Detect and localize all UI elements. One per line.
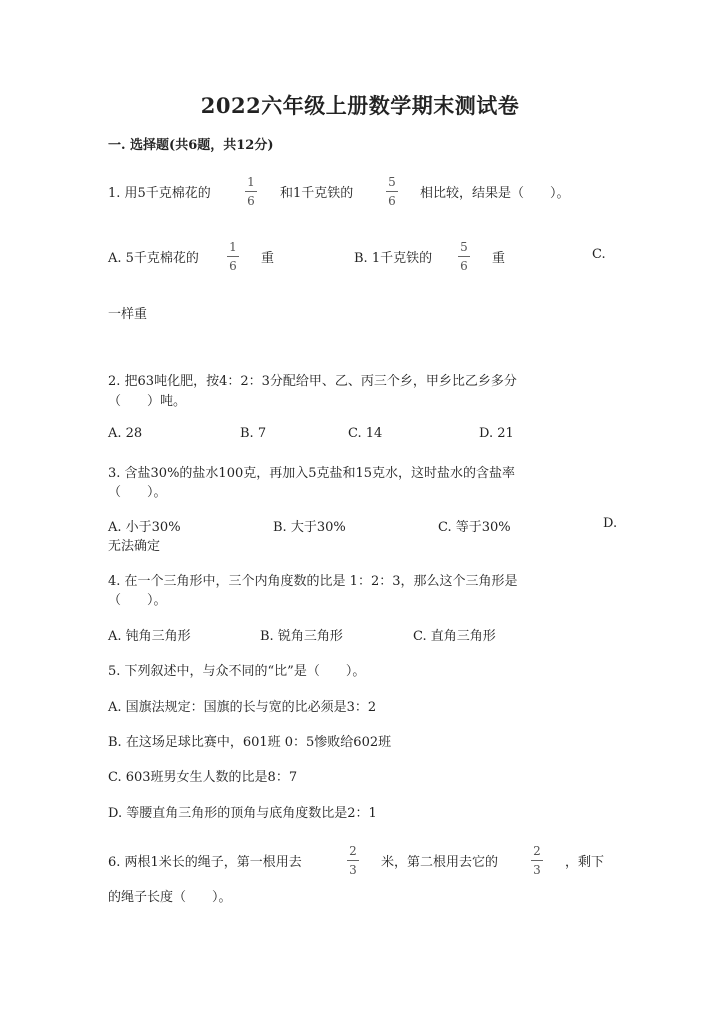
q4-stem-line2: （ ）。 (108, 593, 167, 608)
q4-option-b: B. 锐角三角形 (260, 629, 343, 644)
q6-fraction-1 (347, 844, 359, 877)
q2-option-c: C. 14 (348, 426, 383, 441)
q1-option-a-fraction (227, 240, 239, 273)
q2-option-a: A. 28 (108, 426, 143, 441)
page-title: 2022六年级上册数学期末测试卷 (200, 93, 520, 118)
fraction-numerator: 5 (388, 175, 396, 189)
q3-stem-line2: （ ）。 (108, 485, 167, 500)
q2-stem-line2: （ ）吨。 (108, 394, 187, 409)
fraction-numerator: 5 (460, 240, 468, 254)
q2-option-b: B. 7 (240, 426, 267, 441)
fraction-denominator: 6 (388, 194, 396, 208)
fraction-bar (531, 860, 543, 861)
q1-fraction-2 (386, 175, 398, 208)
q1-option-b: B. 1千克铁的 (354, 251, 433, 266)
q2-option-d: D. 21 (479, 426, 514, 441)
q5-option-d: D. 等腰直角三角形的顶角与底角度数比是2：1 (108, 806, 377, 821)
q1-option-c: C. (592, 247, 606, 262)
fraction-bar (227, 256, 239, 257)
q4-option-c: C. 直角三角形 (413, 629, 496, 644)
fraction-numerator: 2 (533, 844, 541, 858)
q1-stem-part2: 和1千克铁的 (280, 186, 354, 201)
fraction-denominator: 3 (533, 863, 541, 877)
q1-option-c-text: 一样重 (108, 307, 148, 322)
q3-stem-line1: 3. 含盐30%的盐水100克，再加入5克盐和15克水，这时盐水的含盐率 (108, 466, 516, 481)
fraction-bar (347, 860, 359, 861)
q3-option-d: D. (603, 516, 618, 531)
q5-stem: 5. 下列叙述中，与众不同的“比”是（ ）。 (108, 664, 366, 679)
q6-stem-part1: 6. 两根1米长的绳子，第一根用去 (108, 855, 302, 870)
fraction-denominator: 6 (229, 259, 237, 273)
fraction-numerator: 1 (247, 175, 255, 189)
q6-fraction-2 (531, 844, 543, 877)
q5-option-c: C. 603班男女生人数的比是8：7 (108, 770, 298, 785)
q1-option-a: A. 5千克棉花的 (108, 251, 199, 266)
fraction-numerator: 2 (349, 844, 357, 858)
q6-stem-line2: 的绳子长度（ ）。 (108, 890, 232, 905)
fraction-denominator: 3 (349, 863, 357, 877)
q2-stem-line1: 2. 把63吨化肥，按4：2：3分配给甲、乙、丙三个乡，甲乡比乙乡多分 (108, 374, 517, 389)
q4-stem-line1: 4. 在一个三角形中，三个内角度数的比是 1：2：3，那么这个三角形是 (108, 574, 518, 589)
section-header: 一. 选择题(共6题，共12分) (108, 138, 274, 153)
q5-option-b: B. 在这场足球比赛中，601班 0：5惨败给602班 (108, 735, 392, 750)
fraction-bar (386, 191, 398, 192)
q3-option-a: A. 小于30% (108, 520, 181, 535)
fraction-numerator: 1 (229, 240, 237, 254)
q1-option-b-fraction (458, 240, 470, 273)
fraction-bar (458, 256, 470, 257)
q3-option-d-text: 无法确定 (108, 539, 161, 554)
fraction-denominator: 6 (460, 259, 468, 273)
fraction-bar (245, 191, 257, 192)
q6-stem-part2: 米，第二根用去它的 (381, 855, 499, 870)
q3-option-b: B. 大于30% (273, 520, 346, 535)
q6-stem-part3: ，剩下 (565, 855, 605, 870)
q3-option-c: C. 等于30% (438, 520, 511, 535)
q1-option-b-suffix: 重 (492, 251, 506, 266)
q1-fraction-1 (245, 175, 257, 208)
q1-stem-part1: 1. 用5千克棉花的 (108, 186, 211, 201)
q4-option-a: A. 钝角三角形 (108, 629, 191, 644)
q1-option-a-suffix: 重 (261, 251, 275, 266)
q5-option-a: A. 国旗法规定：国旗的长与宽的比必须是3：2 (108, 700, 377, 715)
q1-stem-part3: 相比较，结果是（ ）。 (420, 186, 570, 201)
fraction-denominator: 6 (247, 194, 255, 208)
